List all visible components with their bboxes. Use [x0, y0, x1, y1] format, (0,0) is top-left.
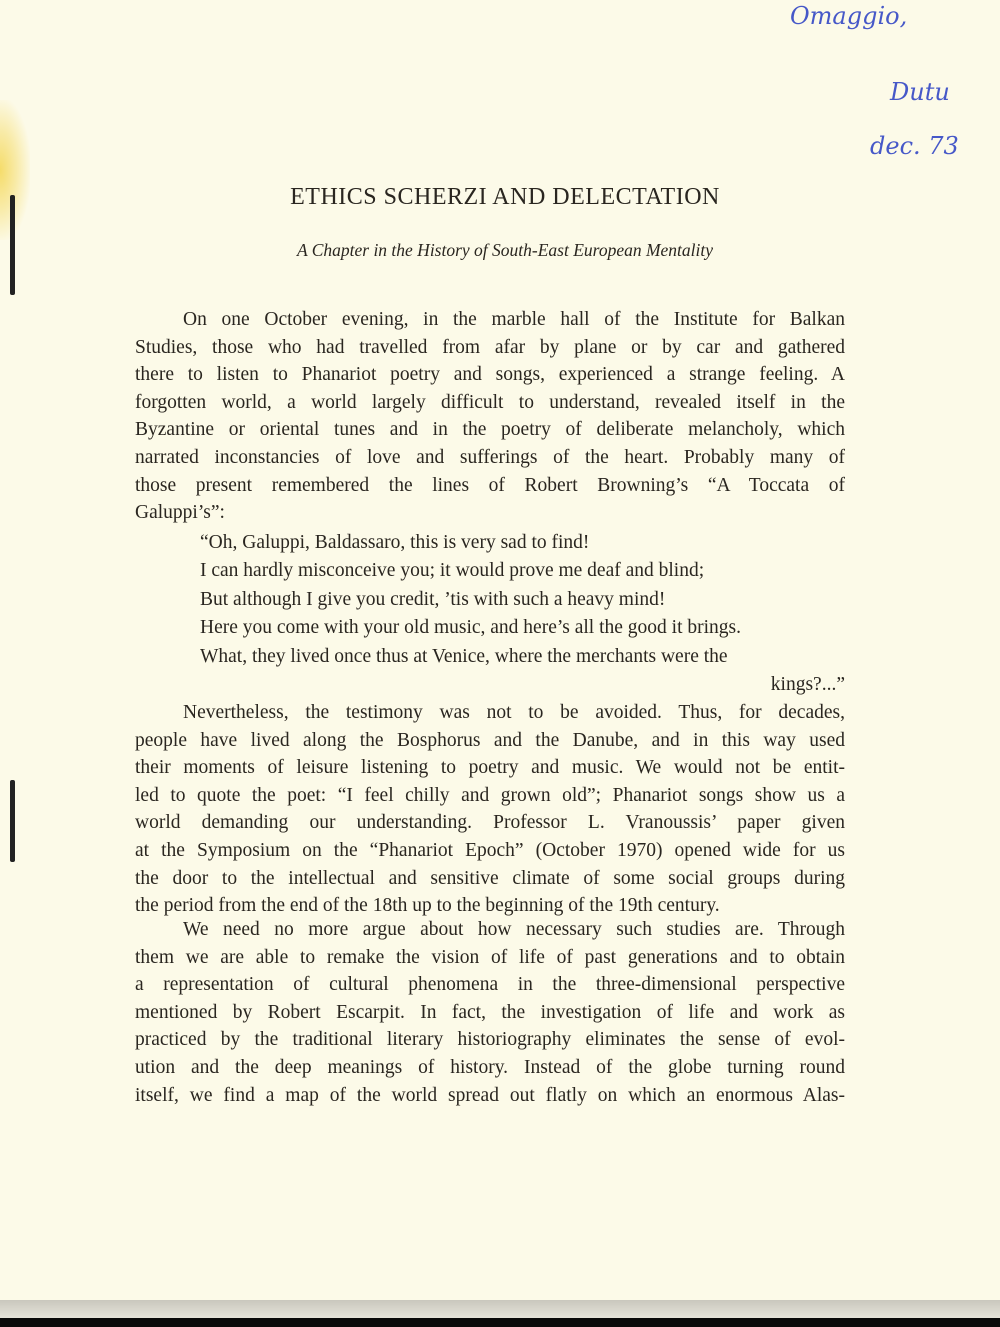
- document-subtitle: A Chapter in the History of South-East European Mentality: [296, 240, 714, 260]
- text-line: Nevertheless, the testimony was not to be avoided. Thus, for decades,: [183, 702, 845, 723]
- text-line: ution and the deep meanings of history. Instead of the globe turning round: [135, 1056, 845, 1078]
- text-line: people have lived along the Bosphorus and the Danube, and in this way used: [135, 729, 845, 751]
- poem-line: kings?...”: [770, 673, 845, 695]
- text-line: forgotten world, a world largely difficult to understand, revealed itself in the: [135, 391, 845, 413]
- text-line: there to listen to Phanariot poetry and songs, experienced a strange feeling. A: [135, 364, 845, 386]
- text-line: Byzantine or oriental tunes and in the poetry of deliberate melancholy, which: [135, 419, 845, 441]
- document-title: ETHICS SCHERZI AND DELECTATION: [290, 184, 720, 210]
- text-line: practiced by the traditional literary historiography eliminates the sense of evol-: [135, 1029, 845, 1051]
- text-line: those present remembered the lines of Robert Browning’s “A Toccata of: [135, 474, 845, 496]
- text-line: mentioned by Robert Escarpit. In fact, the investigation of life and work as: [135, 1001, 845, 1023]
- text-line: led to quote the poet: “I feel chilly and grown old”; Phanariot songs show us a: [135, 784, 845, 806]
- poem-line: I can hardly misconceive you; it would prove me deaf and blind;: [200, 560, 705, 582]
- poem-line: “Oh, Galuppi, Baldassaro, this is very sad to find!: [200, 532, 590, 553]
- text-line: the door to the intellectual and sensitive climate of some social groups during: [135, 867, 845, 889]
- paragraph-3: [135, 916, 845, 1109]
- text-line: narrated inconstancies of love and sufferings of the heart. Probably many of: [135, 446, 845, 468]
- paragraph-2: [135, 699, 845, 920]
- page-edge-shadow: [0, 1300, 1000, 1318]
- text-line: the period from the end of the 18th up to the beginning of the 19th century.: [135, 895, 720, 917]
- scan-border: [0, 1318, 1000, 1327]
- poem-quote: [200, 529, 845, 699]
- text-line: world demanding our understanding. Professor L. Vranoussis’ paper given: [135, 812, 845, 834]
- text-line: their moments of leisure listening to poetry and music. We would not be entit-: [135, 757, 845, 779]
- text-line: On one October evening, in the marble hall of the Institute for Balkan: [183, 309, 845, 330]
- text-line: them we are able to remake the vision of life of past generations and to obtain: [135, 946, 845, 968]
- text-line: Galuppi’s”:: [135, 502, 225, 524]
- handwritten-note-date: dec. 73: [870, 132, 959, 160]
- handwritten-note-signature: Dutu: [890, 78, 950, 106]
- text-line: Studies, those who had travelled from afar by plane or by car and gathered: [135, 336, 845, 358]
- poem-line: What, they lived once thus at Venice, where the merchants were the: [200, 645, 728, 667]
- handwritten-note-line1: Omaggio,: [790, 2, 908, 30]
- poem-line: But although I give you credit, ’tis with such a heavy mind!: [200, 588, 666, 610]
- text-line: a representation of cultural phenomena in the three-dimensional perspective: [135, 974, 845, 996]
- binding-mark: [10, 780, 15, 862]
- poem-line: Here you come with your old music, and here’s all the good it brings.: [200, 617, 742, 639]
- text-line: itself, we find a map of the world spread out flatly on which an enormous Alas-: [135, 1084, 845, 1106]
- text-line: We need no more argue about how necessary such studies are. Through: [183, 919, 845, 940]
- paragraph-1: [135, 306, 845, 527]
- paper-stain: [0, 100, 30, 240]
- text-line: at the Symposium on the “Phanariot Epoch” (October 1970) opened wide for us: [135, 839, 845, 861]
